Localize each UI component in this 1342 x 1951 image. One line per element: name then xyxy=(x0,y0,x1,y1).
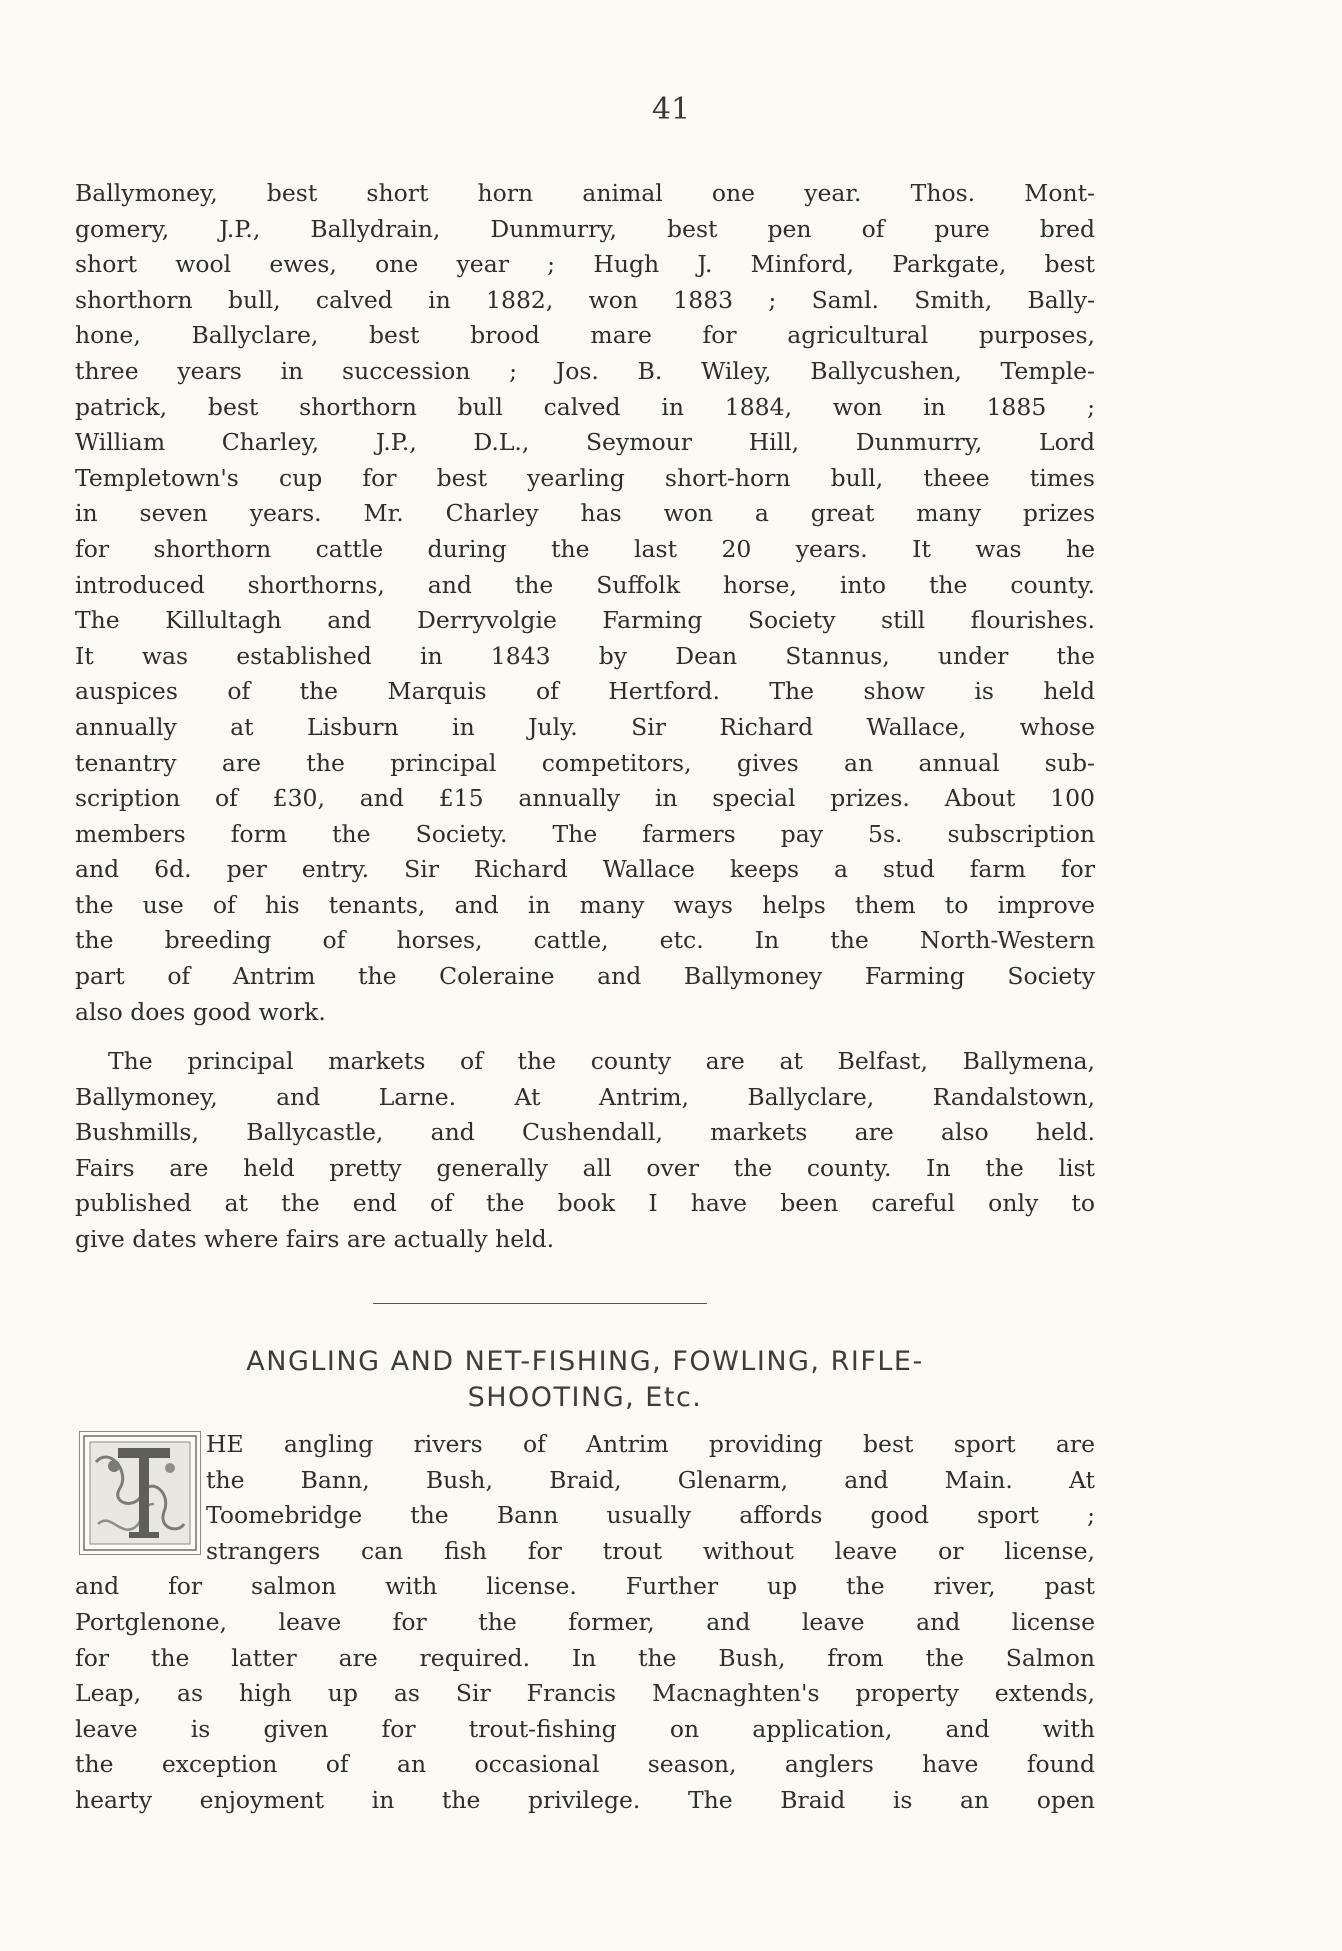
text-line: gomery, J.P., Ballydrain, Dunmurry, best pen of pure bred xyxy=(75,214,1095,243)
text-line: William Charley, J.P., D.L., Seymour Hill, Dunmurry, Lord xyxy=(75,428,1095,457)
text-line: published at the end of the book I have been careful only to xyxy=(75,1189,1095,1218)
text-line xyxy=(75,1427,1095,1463)
text-line: members form the Society. The farmers pay 5s. subscription xyxy=(75,819,1095,848)
text-line: three years in succession ; Jos. B. Wiley, Ballycushen, Temple- xyxy=(75,356,1095,385)
text-line: leave is given for trout-fishing on application, and with xyxy=(75,1714,1095,1743)
text-line: hearty enjoyment in the privilege. The Braid is an open xyxy=(75,1785,1095,1814)
text-line: short wool ewes, one year ; Hugh J. Minford, Parkgate, best xyxy=(75,250,1095,279)
text-line: part of Antrim the Coleraine and Ballymoney Farming Society xyxy=(75,962,1095,991)
text-line: shorthorn bull, calved in 1882, won 1883 ; Saml. Smith, Bally- xyxy=(75,285,1095,314)
text-line: Leap, as high up as Sir Francis Macnaghten's property extends, xyxy=(75,1679,1095,1708)
text-line: Ballymoney, best short horn animal one year. Thos. Mont- xyxy=(75,179,1095,207)
text-line: It was established in 1843 by Dean Stannus, under the xyxy=(75,641,1095,670)
text-line: introduced shorthorns, and the Suffolk horse, into the county. xyxy=(75,570,1095,599)
text-line: also does good work. xyxy=(75,997,326,1026)
text-line: the Bann, Bush, Braid, Glenarm, and Main. At xyxy=(206,1465,1095,1494)
text-line: in seven years. Mr. Charley has won a great many prizes xyxy=(75,499,1095,528)
text-line: strangers can fish for trout without leave or license, xyxy=(206,1536,1095,1565)
text-line: and 6d. per entry. Sir Richard Wallace keeps a stud farm for xyxy=(75,855,1095,884)
text-line: the use of his tenants, and in many ways helps them to improve xyxy=(75,890,1095,919)
text-line: Portglenone, leave for the former, and leave and license xyxy=(75,1607,1095,1636)
text-line: Ballymoney, and Larne. At Antrim, Ballyclare, Randalstown, xyxy=(75,1082,1095,1111)
paragraph-markets xyxy=(75,1044,1095,1258)
text-line: the exception of an occasional season, anglers have found xyxy=(75,1750,1095,1779)
text-line: Fairs are held pretty generally all over the county. In the list xyxy=(75,1153,1095,1182)
paragraph-prize-winners xyxy=(75,176,1095,1030)
text-line: patrick, best shorthorn bull calved in 1884, won in 1885 ; xyxy=(75,392,1095,421)
text-line: the breeding of horses, cattle, etc. In the North-Western xyxy=(75,926,1095,955)
paragraph-angling xyxy=(75,1427,1095,1819)
text-line: Templetown's cup for best yearling short-horn bull, theee times xyxy=(75,463,1095,492)
page-number: 41 xyxy=(651,92,691,127)
text-line: scription of £30, and £15 annually in special prizes. About 100 xyxy=(75,784,1095,813)
text-line: for shorthorn cattle during the last 20 years. It was he xyxy=(75,534,1095,563)
section-heading-line-2: SHOOTING, Etc. xyxy=(467,1382,703,1413)
text-line: for the latter are required. In the Bush, from the Salmon xyxy=(75,1643,1095,1672)
text-line: The principal markets of the county are at Belfast, Ballymena, xyxy=(108,1047,1095,1075)
text-line: The Killultagh and Derryvolgie Farming Society still flourishes. xyxy=(75,606,1095,635)
text-line: Bushmills, Ballycastle, and Cushendall, markets are also held. xyxy=(75,1118,1095,1147)
text-line: tenantry are the principal competitors, gives an annual sub- xyxy=(75,748,1095,777)
text-line: hone, Ballyclare, best brood mare for agricultural purposes, xyxy=(75,321,1095,350)
text-line: and for salmon with license. Further up the river, past xyxy=(75,1572,1095,1601)
text-line-content: HE angling rivers of Antrim providing best sport are xyxy=(206,1430,1095,1458)
text-line: annually at Lisburn in July. Sir Richard Wallace, whose xyxy=(75,712,1095,741)
text-line: give dates where fairs are actually held. xyxy=(75,1224,555,1253)
text-line: auspices of the Marquis of Hertford. The show is held xyxy=(75,677,1095,706)
text-line: Toomebridge the Bann usually affords good sport ; xyxy=(206,1501,1095,1530)
section-heading-line-1: ANGLING AND NET-FISHING, FOWLING, RIFLE- xyxy=(246,1346,924,1377)
section-divider xyxy=(373,1303,707,1304)
